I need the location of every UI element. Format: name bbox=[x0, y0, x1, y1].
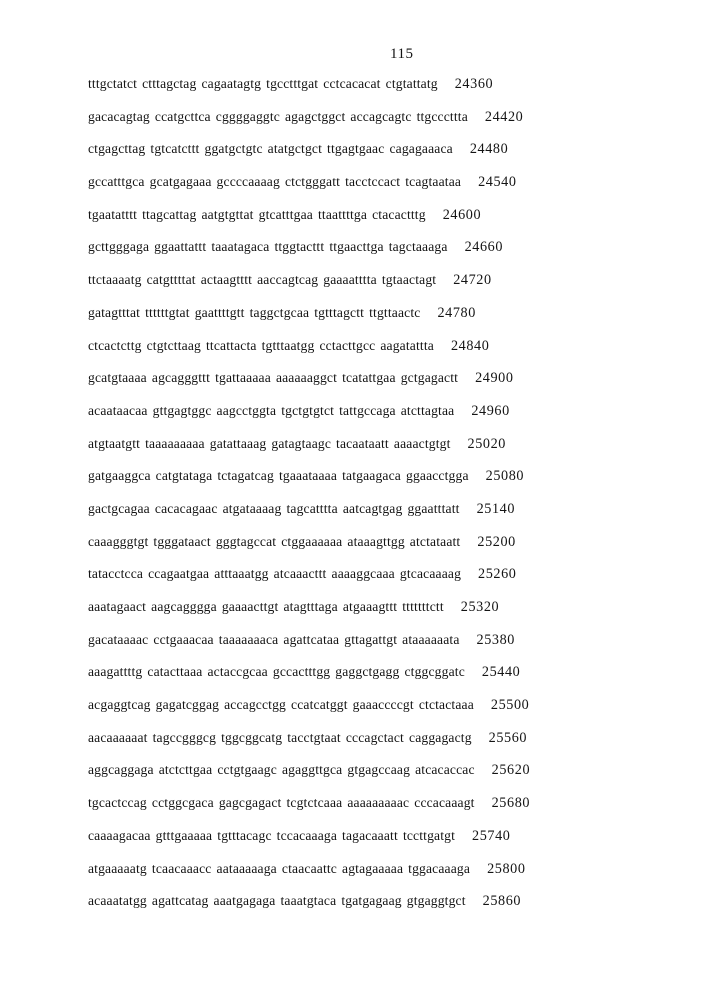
sequence-line bbox=[88, 338, 698, 371]
sequence-position: 24780 bbox=[437, 304, 476, 321]
sequence-position: 24840 bbox=[450, 337, 490, 354]
sequence-position: 24900 bbox=[475, 370, 514, 387]
sequence-text: ttctaaaatg catgttttat actaagtttt aaccagtcag gaaaatttta tgtaactagt bbox=[88, 272, 437, 288]
sequence-text: aaatagaact aagcagggga gaaaacttgt atagtttaga atgaaagttt tttttttctt bbox=[88, 599, 444, 614]
sequence-position: 25680 bbox=[491, 795, 531, 812]
sequence-position: 25200 bbox=[477, 533, 516, 550]
sequence-line bbox=[88, 370, 698, 403]
sequence-text: gccatttgca gcatgagaaa gccccaaaag ctctgggatt tacctccact tcagtaataa bbox=[88, 174, 462, 190]
sequence-position: 24660 bbox=[464, 239, 504, 256]
sequence-text: atgtaatgtt taaaaaaaaa gatattaaag gatagtaagc tacaataatt aaaactgtgt bbox=[88, 435, 451, 451]
sequence-line bbox=[88, 207, 698, 240]
sequence-text: gcatgtaaaa agcagggttt tgattaaaaa aaaaaaggct tcatattgaa gctgagactt bbox=[88, 370, 459, 386]
sequence-text: tttgctatct ctttagctag cagaatagtg tgcctttgat cctcacacat ctgtattatg bbox=[88, 76, 438, 91]
sequence-position: 24960 bbox=[471, 402, 510, 419]
sequence-line bbox=[88, 174, 698, 207]
sequence-position: 25140 bbox=[476, 500, 516, 517]
sequence-text: gacataaaac cctgaaacaa taaaaaaaca agattcataa gttagattgt ataaaaaata bbox=[88, 631, 460, 647]
sequence-position: 25020 bbox=[467, 435, 506, 452]
sequence-text: acaaatatgg agattcatag aaatgagaga taaatgtaca tgatgagaag gtgaggtgct bbox=[88, 893, 466, 909]
sequence-text: tgcactccag cctggcgaca gagcgagact tcgtctcaaa aaaaaaaaac cccacaaagt bbox=[88, 795, 475, 811]
sequence-line bbox=[88, 664, 698, 697]
sequence-text: gcttgggaga ggaattattt taaatagaca ttggtacttt ttgaacttga tagctaaaga bbox=[88, 239, 448, 255]
sequence-position: 25800 bbox=[487, 860, 526, 877]
sequence-position: 24360 bbox=[454, 76, 494, 92]
sequence-text: tatacctcca ccagaatgaa atttaaatgg atcaaacttt aaaaggcaaa gtcacaaaag bbox=[88, 566, 462, 582]
sequence-line bbox=[88, 893, 698, 926]
sequence-position: 25380 bbox=[476, 631, 515, 648]
sequence-line bbox=[88, 239, 698, 272]
sequence-text: gatgaaggca catgtataga tctagatcag tgaaataaaa tatgaagaca ggaacctgga bbox=[88, 468, 469, 484]
sequence-line bbox=[88, 861, 698, 894]
sequence-position: 24600 bbox=[442, 206, 482, 223]
sequence-text: tgaatatttt ttagcattag aatgtgttat gtcatttgaa ttaattttga ctacactttg bbox=[88, 206, 426, 222]
sequence-line bbox=[88, 141, 698, 174]
sequence-line bbox=[88, 534, 698, 567]
sequence-text: aaagattttg catacttaaa actaccgcaa gccactttgg gaggctgagg ctggcggatc bbox=[88, 664, 465, 680]
sequence-line bbox=[88, 599, 698, 632]
sequence-position: 25080 bbox=[485, 468, 525, 485]
page-number: 115 bbox=[390, 46, 414, 62]
sequence-text: ctcactcttg ctgtcttaag ttcattacta tgtttaatgg cctacttgcc aagatattta bbox=[88, 337, 434, 353]
sequence-line bbox=[88, 795, 698, 828]
sequence-position: 25620 bbox=[491, 762, 531, 779]
sequence-line bbox=[88, 468, 698, 501]
sequence-line bbox=[88, 828, 698, 861]
sequence-line bbox=[88, 501, 698, 534]
sequence-position: 24720 bbox=[453, 272, 492, 289]
sequence-position: 25320 bbox=[460, 599, 500, 615]
sequence-line bbox=[88, 632, 698, 665]
sequence-position: 24420 bbox=[484, 108, 524, 125]
sequence-text: ctgagcttag tgtcatcttt ggatgctgtc atatgctgct ttgagtgaac cagagaaaca bbox=[88, 141, 453, 157]
sequence-listing bbox=[88, 76, 698, 926]
sequence-line bbox=[88, 436, 698, 469]
sequence-text: gactgcagaa cacacagaac atgataaaag tagcatttta aatcagtgag ggaatttatt bbox=[88, 500, 460, 516]
sequence-text: caaaagacaa gtttgaaaaa tgtttacagc tccacaaaga tagacaaatt tccttgatgt bbox=[88, 827, 456, 843]
sequence-line bbox=[88, 109, 698, 142]
sequence-line bbox=[88, 403, 698, 436]
sequence-position: 25560 bbox=[488, 729, 528, 746]
sequence-position: 24540 bbox=[478, 174, 517, 191]
sequence-line bbox=[88, 272, 698, 305]
sequence-position: 25740 bbox=[472, 827, 511, 844]
sequence-text: gacacagtag ccatgcttca cggggaggtc agagctggct accagcagtc ttgcccttta bbox=[88, 108, 468, 124]
sequence-text: acgaggtcag gagatcggag accagcctgg ccatcatggt gaaaccccgt ctctactaaa bbox=[88, 697, 474, 713]
sequence-line bbox=[88, 730, 698, 763]
sequence-position: 25860 bbox=[482, 893, 522, 910]
sequence-line bbox=[88, 697, 698, 730]
sequence-text: aacaaaaaat tagccgggcg tggcggcatg tacctgtaat cccagctact caggagactg bbox=[88, 729, 472, 745]
sequence-position: 25260 bbox=[478, 566, 517, 583]
sequence-line bbox=[88, 566, 698, 599]
sequence-position: 25440 bbox=[481, 664, 521, 681]
sequence-text: aggcaggaga atctcttgaa cctgtgaagc agaggttgca gtgagccaag atcacaccac bbox=[88, 762, 475, 778]
sequence-text: atgaaaaatg tcaacaaacc aataaaaaga ctaacaattc agtagaaaaa tggacaaaga bbox=[88, 860, 471, 876]
sequence-position: 25500 bbox=[490, 697, 530, 714]
sequence-text: gatagtttat ttttttgtat gaattttgtt taggctgcaa tgtttagctt ttgttaactc bbox=[88, 304, 421, 320]
sequence-text: caaagggtgt tgggataact gggtagccat ctggaaaaaa ataaagttgg atctataatt bbox=[88, 533, 461, 549]
sequence-line bbox=[88, 305, 698, 338]
sequence-text: acaataacaa gttgagtggc aagcctggta tgctgtgtct tattgccaga atcttagtaa bbox=[88, 402, 455, 418]
sequence-position: 24480 bbox=[469, 141, 509, 158]
sequence-line bbox=[88, 76, 698, 109]
sequence-line bbox=[88, 762, 698, 795]
